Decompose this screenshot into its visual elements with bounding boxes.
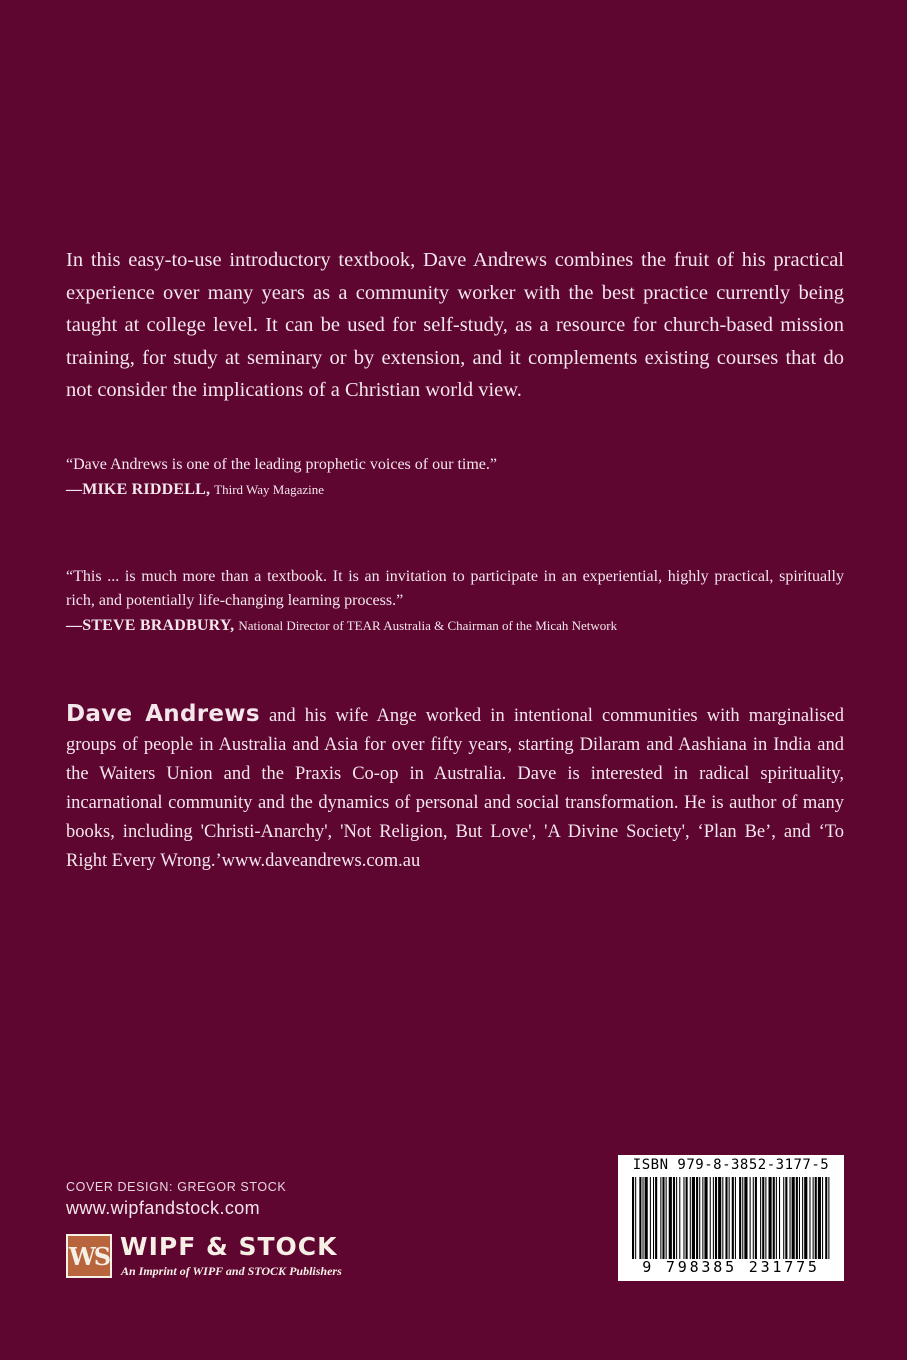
- cover-design-credit: COVER DESIGN: GREGOR STOCK: [66, 1180, 287, 1194]
- author-bio: [66, 700, 844, 876]
- endorser-name: —MIKE RIDDELL,: [66, 481, 211, 498]
- publisher-website: www.wipfandstock.com: [66, 1198, 261, 1218]
- endorser-role: National Director of TEAR Australia & Chairman of the Micah Network: [238, 618, 618, 633]
- author-name: Dave Andrews: [66, 701, 260, 727]
- book-description: In this easy-to-use introductory textbook, Dave Andrews combines the fruit of his practical experience over many years as a community worker with the best practice currently being taught at college level. It can be used for self-study, as a resource for church-based mission training, for study at seminary or by extension, and it complements existing courses that do not consider the implications of a Christian world view.: [66, 249, 844, 401]
- endorser-name: —STEVE BRADBURY,: [66, 617, 235, 634]
- endorsement-quote: “This ... is much more than a textbook. It is an invitation to participate in an experiential, highly practical, spiritually rich, and potentially life-changing learning process.”: [66, 568, 844, 609]
- publisher-name: WIPF & STOCK: [120, 1232, 338, 1261]
- author-bio-text: and his wife Ange worked in intentional communities with marginalised groups of people in Australia and Asia for over fifty years, starting Dilaram and Aashiana in India and the Waiters Union and the Praxis Co-op in Australia. Dave is interested in radical spirituality, incarnational community and the dynamics of personal and social transformation. He is author of many books, including 'Christi-Anarchy', 'Not Religion, But Love', 'A Divine Society', ‘Plan Be’, and ‘To Right Every Wrong.’www.daveandrews.com.au: [66, 706, 844, 871]
- publisher-logo: [66, 1234, 386, 1282]
- endorser-role: Third Way Magazine: [214, 482, 325, 497]
- endorsement-attribution: [66, 477, 844, 503]
- barcode-bars-icon: [632, 1177, 830, 1259]
- endorsement-attribution: [66, 613, 844, 639]
- isbn-barcode: [618, 1155, 844, 1281]
- publisher-imprint: An Imprint of WIPF and STOCK Publishers: [121, 1264, 342, 1278]
- ws-logo-icon: WS: [66, 1234, 112, 1278]
- endorsement-1: [66, 453, 844, 503]
- endorsement-quote: “Dave Andrews is one of the leading prophetic voices of our time.”: [66, 456, 497, 473]
- barcode-digits: 9 798385 231775: [642, 1258, 820, 1276]
- isbn-label: ISBN 979-8-3852-3177-5: [632, 1157, 830, 1173]
- endorsement-2: [66, 565, 844, 639]
